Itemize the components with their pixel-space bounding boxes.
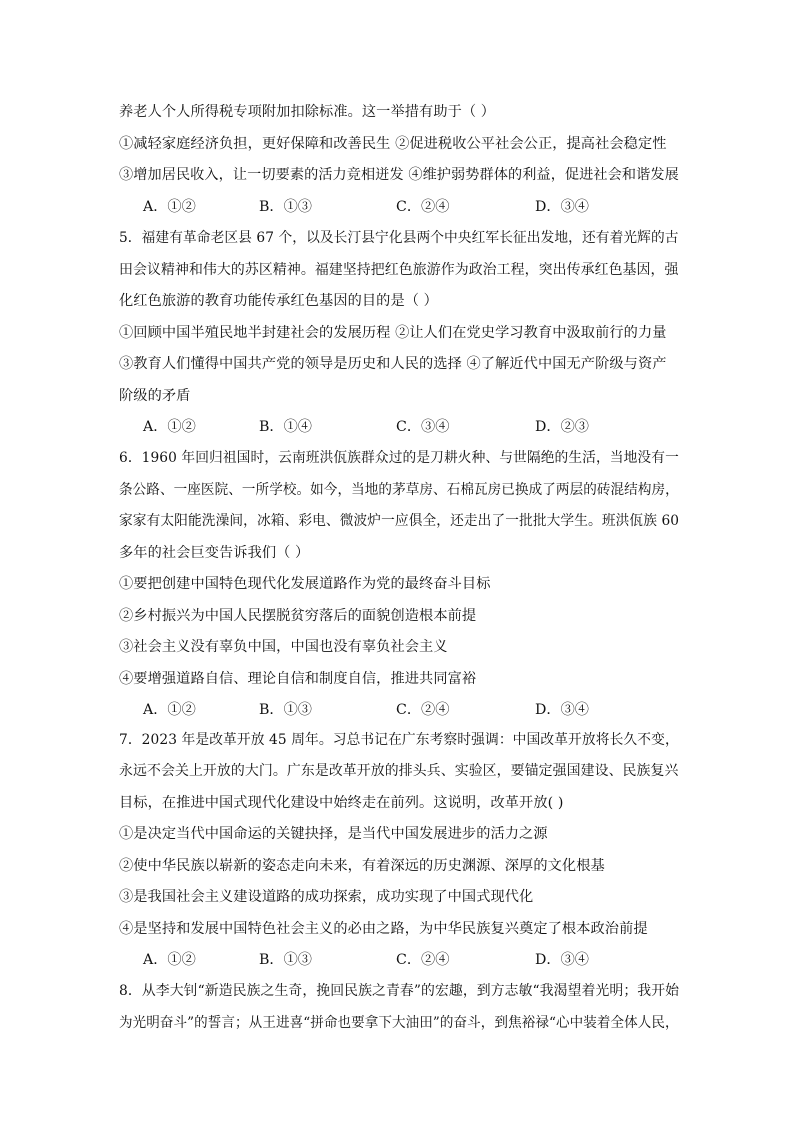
question-7-stem-line-1: 7．2023 年是改革开放 45 周年。习总书记在广东考察时强调：中国改革开放将长久不变， [119,732,679,748]
question-6-stem-line-2: 条公路、一座医院、一所学校。如今，当地的茅草房、石棉瓦房已换成了两层的砖混结构房， [119,482,679,498]
question-6-statement-1: ①要把创建中国特色现代化发展道路作为党的最终奋斗目标 [119,576,491,592]
question-5-option-d: D．②③ [535,419,589,435]
question-6-statement-4: ④要增强道路自信、理论自信和制度自信，推进共同富裕 [119,671,477,687]
question-5-stem-line-2: 田会议精神和伟大的苏区精神。福建坚持把红色旅游作为政治工程，突出传承红色基因，强 [119,262,679,278]
question-6-stem-line-3: 家家有太阳能洗澡间，冰箱、彩电、微波炉一应俱全，还走出了一批批大学生。班洪佤族 60 [119,513,680,529]
question-7-statement-1: ①是决定当代中国命运的关键抉择，是当代中国发展进步的活力之源 [119,826,548,842]
question-7-statement-2: ②使中华民族以崭新的姿态走向未来，有着深远的历史渊源、深厚的文化根基 [119,858,605,874]
question-7-option-a: A．①② [143,952,196,968]
question-5-option-c: C．③④ [396,419,450,435]
question-4-option-d: D．③④ [535,199,589,215]
question-5-statement-1-2: ①回顾中国半殖民地半封建社会的发展历程 ②让人们在党史学习教育中汲取前行的力量 [119,325,667,341]
question-6-option-b: B．①③ [259,702,312,718]
question-7-option-b: B．①③ [259,952,312,968]
question-7-option-d: D．③④ [535,952,589,968]
question-4-stem-tail: 养老人个人所得税专项附加扣除标准。这一举措有助于（ ） [119,104,496,120]
question-6-stem-line-4: 多年的社会巨变告诉我们（ ） [119,545,310,561]
question-6-statement-2: ②乡村振兴为中国人民摆脱贫穷落后的面貌创造根本前提 [119,608,477,624]
question-4-option-b: B．①③ [259,199,312,215]
question-4-option-a: A．①② [143,199,196,215]
question-7-stem-line-3: 目标，在推进中国式现代化建设中始终走在前列。这说明，改革开放( ) [119,795,564,811]
question-4-statement-3-4: ③增加居民收入，让一切要素的活力竞相迸发 ④维护弱势群体的利益，促进社会和谐发展 [119,167,679,183]
question-4-option-c: C．②④ [396,199,450,215]
question-6-option-d: D．③④ [535,702,589,718]
question-7-statement-4: ④是坚持和发展中国特色社会主义的必由之路，为中华民族复兴奠定了根本政治前提 [119,921,648,937]
question-7-statement-3: ③是我国社会主义建设道路的成功探索，成功实现了中国式现代化 [119,889,534,905]
question-8-stem-line-2: 为光明奋斗”的誓言；从王进喜“拼命也要拿下大油田”的奋斗，到焦裕禄“心中装着全体人民， [119,1015,679,1031]
question-4-statement-1-2: ①减轻家庭经济负担，更好保障和改善民生 ②促进税收公平社会公正，提高社会稳定性 [119,136,667,152]
question-6-option-c: C．②④ [396,702,450,718]
question-5-statement-4-cont: 阶级的矛盾 [119,388,191,404]
question-5-stem-line-1: 5．福建有革命老区县 67 个，以及长汀县宁化县两个中央红军长征出发地，还有着光辉的古 [119,230,679,246]
question-6-option-a: A．①② [143,702,196,718]
question-5-option-b: B．①④ [259,419,312,435]
question-8-stem-line-1: 8．从李大钊“新造民族之生奇，挽回民族之青春”的宏趣，到方志敏“我渴望着光明；我开始 [119,983,680,999]
question-5-option-a: A．①② [143,419,196,435]
question-6-stem-line-1: 6．1960 年回归祖国时，云南班洪佤族群众过的是刀耕火种、与世隔绝的生活，当地没有一 [119,450,679,466]
question-5-stem-line-3: 化红色旅游的教育功能传承红色基因的目的是（ ） [119,293,438,309]
question-6-statement-3: ③社会主义没有辜负中国，中国也没有辜负社会主义 [119,639,448,655]
question-7-stem-line-2: 永远不会关上开放的大门。广东是改革开放的排头兵、实验区，要锚定强国建设、民族复兴 [119,763,679,779]
question-7-option-c: C．②④ [396,952,450,968]
question-5-statement-3-4: ③教育人们懂得中国共产党的领导是历史和人民的选择 ④了解近代中国无产阶级与资产 [119,356,667,372]
